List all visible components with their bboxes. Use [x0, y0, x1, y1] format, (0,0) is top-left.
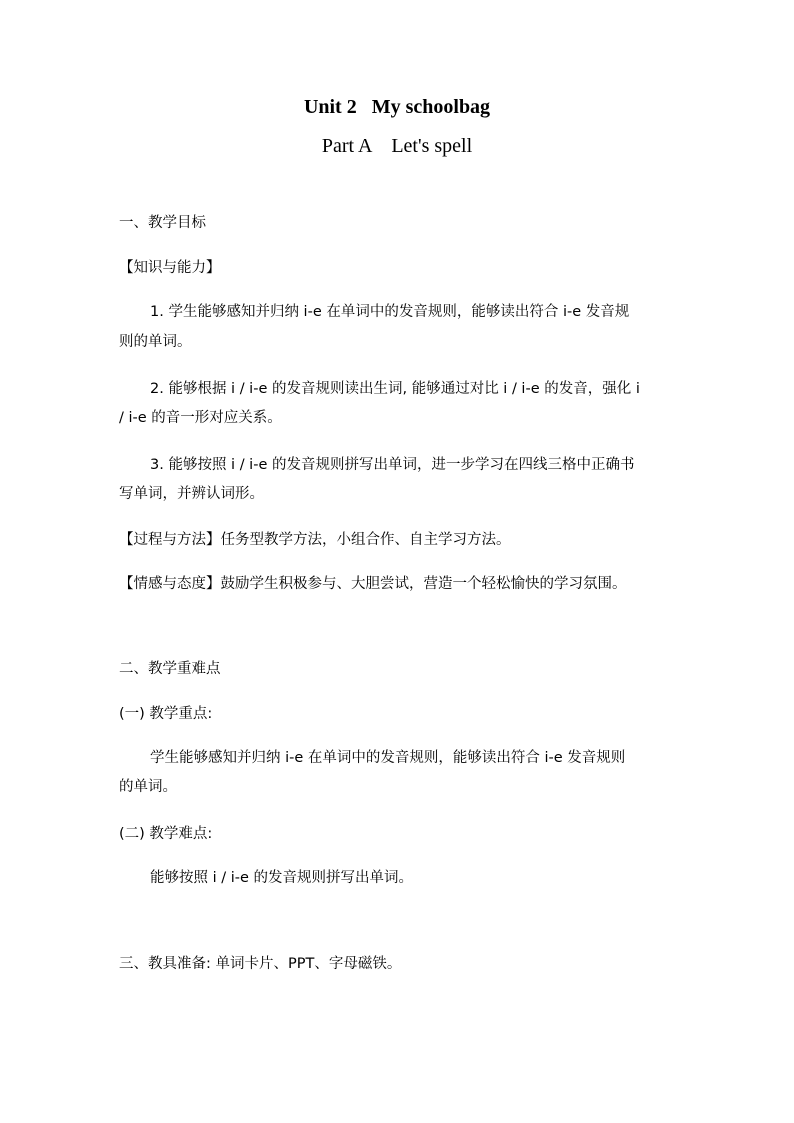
knowledge-label: 【知识与能力】: [119, 260, 221, 276]
document-title: Unit 2 My schoolbag: [303, 96, 491, 118]
objective-2-line1: 2. 能够根据 i / i-e 的发音规则读出生词, 能够通过对比 i / i-e 的发音，强化 i: [150, 381, 640, 397]
key-point-line1: 学生能够感知并归纳 i-e 在单词中的发音规则，能够读出符合 i-e 发音规则: [150, 750, 626, 766]
section1-heading: 一、教学目标: [119, 215, 206, 231]
document-subtitle: Part A Let's spell: [321, 135, 473, 157]
objective-3-line1: 3. 能够按照 i / i-e 的发音规则拼写出单词，进一步学习在四线三格中正确书: [150, 457, 635, 473]
objective-3-line2: 写单词，并辨认词形。: [119, 486, 264, 502]
section2-heading: 二、教学重难点: [119, 661, 221, 677]
emotion-attitude-line: 【情感与态度】鼓励学生积极参与、大胆尝试，营造一个轻松愉快的学习氛围。: [119, 576, 627, 592]
objective-1-line2: 则的单词。: [119, 334, 192, 350]
difficult-point-line: 能够按照 i / i-e 的发音规则拼写出单词。: [150, 870, 414, 886]
key-point-line2: 的单词。: [119, 779, 177, 795]
section3-line: 三、教具准备: 单词卡片、PPT、字母磁铁。: [119, 956, 402, 972]
process-method-line: 【过程与方法】任务型教学方法，小组合作、自主学习方法。: [119, 532, 511, 548]
objective-1-line1: 1. 学生能够感知并归纳 i-e 在单词中的发音规则，能够读出符合 i-e 发音规: [150, 304, 630, 320]
objective-2-line2: / i-e 的音一形对应关系。: [119, 410, 282, 426]
key-point-label: (一) 教学重点:: [119, 706, 213, 722]
difficult-point-label: (二) 教学难点:: [119, 826, 213, 842]
